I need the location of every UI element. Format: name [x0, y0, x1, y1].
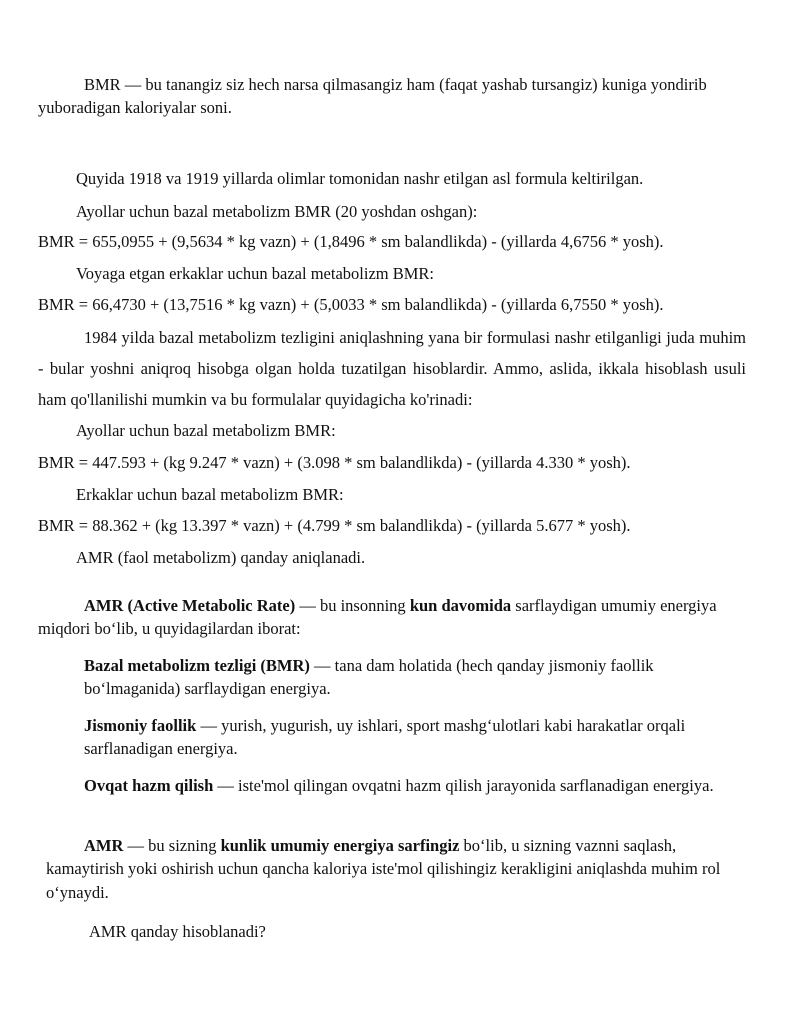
men-bmr-formula-1918: BMR = 66,4730 + (13,7516 * kg vazn) + (5,0033 * sm balandlikda) - (yillarda 6,7550 * yosh).: [38, 295, 664, 314]
men-bmr-heading-1918: Voyaga etgan erkaklar uchun bazal metabolizm BMR:: [76, 264, 434, 283]
women-bmr-heading-1918: Ayollar uchun bazal metabolizm BMR (20 yoshdan oshgan):: [76, 202, 478, 221]
list-item-digestion: Ovqat hazm qilish — iste'mol qilingan ovqatni hazm qilish jarayonida sarflanadigan energiya.: [84, 776, 714, 795]
list-item-physical-activity: Jismoniy faollik — yurish, yugurish, uy ishlari, sport mashg‘ulotlari kabi harakatlar orqali sarflanadigan energiya.: [84, 716, 686, 759]
amr-term: AMR (Active Metabolic Rate): [84, 596, 296, 615]
daily-term: kun davomida: [409, 596, 512, 615]
men-bmr-heading-1984: Erkaklar uchun bazal metabolizm BMR:: [76, 485, 344, 504]
list-item-bmr: Bazal metabolizm tezligi (BMR) — tana dam holatida (hech qanday jismoniy faollik bo‘lmaganida) sarflaydigan energiya.: [84, 656, 654, 699]
bmr-definition: BMR — bu tanangiz siz hech narsa qilmasangiz ham (faqat yashab tursangiz) kuniga yondirib yuboradigan kaloriyalar soni.: [38, 75, 707, 118]
women-bmr-formula-1984: BMR = 447.593 + (kg 9.247 * vazn) + (3.098 * sm balandlikda) - (yillarda 4.330 * yosh).: [38, 453, 631, 472]
revised-formula-paragraph: 1984 yilda bazal metabolizm tezligini aniqlashning yana bir formulasi nashr etilganligi juda muhim - bular yoshni aniqroq hisobga olgan holda tuzatilgan hisoblardir. Ammo, aslida, ikkala hisoblash usuli ham qo'llanilishi mumkin va bu formulalar quyidagicha ko'rinadi:: [38, 328, 746, 410]
intro-paragraph: Quyida 1918 va 1919 yillarda olimlar tomonidan nashr etilgan asl formula keltirilgan.: [76, 169, 644, 188]
amr-calculation-heading: AMR qanday hisoblanadi?: [89, 922, 266, 941]
amr-question-heading: AMR (faol metabolizm) qanday aniqlanadi.: [76, 548, 366, 567]
amr-summary-paragraph: AMR — bu sizning kunlik umumiy energiya sarfingiz bo‘lib, u sizning vaznni saqlash, kamaytirish yoki oshirish uchun qancha kaloriya iste'mol qilishingiz kerakligini aniqlashda muhim rol o‘ynaydi.: [46, 836, 721, 902]
women-bmr-formula-1918: BMR = 655,0955 + (9,5634 * kg vazn) + (1,8496 * sm balandlikda) - (yillarda 4,6756 * yosh).: [38, 232, 664, 251]
women-bmr-heading-1984: Ayollar uchun bazal metabolizm BMR:: [76, 421, 336, 440]
amr-intro-paragraph: AMR (Active Metabolic Rate) — bu insonning kun davomida sarflaydigan umumiy energiya miqdori bo‘lib, u quyidagilardan iborat:: [38, 596, 717, 639]
men-bmr-formula-1984: BMR = 88.362 + (kg 13.397 * vazn) + (4.799 * sm balandlikda) - (yillarda 5.677 * yosh).: [38, 516, 631, 535]
